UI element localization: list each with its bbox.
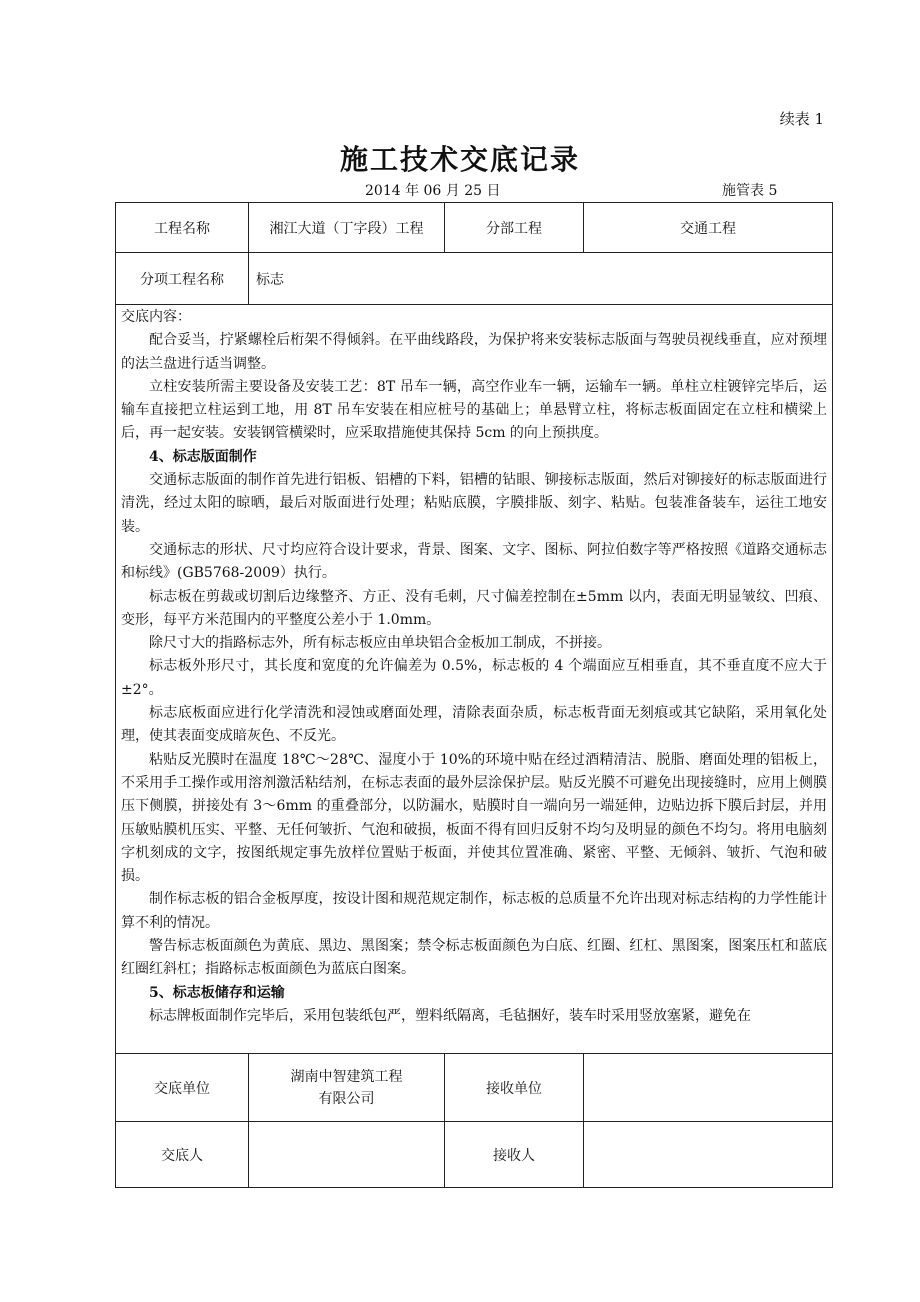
receiver-value[interactable] [584, 1122, 832, 1187]
disclosing-unit-label: 交底单位 [154, 1080, 210, 1097]
discloser-label: 交底人 [161, 1147, 203, 1164]
content-paragraph: 标志牌板面制作完毕后，采用包装纸包严，塑料纸隔离，毛毡捆好，装车时采用竖放塞紧，避免在 [149, 1007, 751, 1024]
content-paragraph: 粘贴反光膜时在温度 18℃～28℃、湿度小于 10%的环境中贴在经过酒精清洁、脱脂、磨面处理的铝板上，不采用手工操作或用溶剂激活粘结剂，在标志表面的最外层涂保护层。贴反光膜不可避免出现接缝时，应用上侧膜压下侧膜，拼接处有 3～6mm 的重叠部分，以防漏水，贴膜时自一端向另一端延伸，边贴边拆下膜后封层，并用压敏贴膜机压实、平整、无任何皱折、气泡和破损，板面不得有回归反射不均匀及明显的颜色不均匀。将用电脑刻字机刻成的文字，按图纸规定事先放样位置贴于板面，并使其位置准确、紧密、平整、无倾斜、皱折、气泡和破损。 [121, 751, 827, 885]
subitem-label: 分项工程名称 [140, 271, 224, 288]
content-paragraph: 配合妥当，拧紧螺栓后桁架不得倾斜。在平曲线路段，为保护将来安装标志版面与驾驶员视线垂直，应对预埋的法兰盘进行适当调整。 [121, 332, 827, 372]
record-date: 2014 年 06 月 25 日 [365, 183, 501, 199]
content-paragraph: 标志底板面应进行化学清洗和浸蚀或磨面处理，清除表面杂质，标志板背面无刻痕或其它缺陷，采用氧化处理，使其表面变成暗灰色、不反光。 [121, 705, 827, 745]
disclosing-unit-value [249, 1054, 444, 1121]
row-divider [115, 304, 833, 305]
page-title: 施工技术交底记录 [339, 143, 580, 176]
content-paragraph: 交通标志版面的制作首先进行铝板、铝槽的下料，铝槽的钻眼、铆接标志版面，然后对铆接好的标志版面进行清洗，经过太阳的晾晒，最后对版面进行处理；粘贴底膜，字膜排版、刻字、粘贴。包装准备装车，运往工地安装。 [121, 472, 827, 535]
content-paragraph: 制作标志板的铝合金板厚度，按设计图和规范规定制作，标志板的总质量不允许出现对标志结构的力学性能计算不利的情况。 [121, 891, 827, 931]
disclosure-content [121, 306, 827, 1051]
project-name-label: 工程名称 [154, 220, 210, 237]
discloser-value[interactable] [249, 1122, 444, 1187]
content-paragraph: 除尺寸大的指路标志外，所有标志板应由单块铝合金板加工制成，不拼接。 [149, 635, 611, 652]
division-value: 交通工程 [680, 220, 736, 237]
section-heading: 5、标志板储存和运输 [149, 984, 285, 1001]
subitem-value: 标志 [256, 271, 284, 288]
content-paragraph: 标志板在剪裁或切割后边缘整齐、方正、没有毛刺，尺寸偏差控制在±5mm 以内，表面无明显皱纹、凹痕、变形，每平方米范围内的平整度公差小于 1.0mm。 [121, 588, 827, 628]
content-paragraph: 立柱安装所需主要设备及安装工艺：8T 吊车一辆，高空作业车一辆，运输车一辆。单柱立柱镀锌完毕后，运输车直接把立柱运到工地，用 8T 吊车安装在相应桩号的基础上；单悬臂立柱，将标志板面固定在立柱和横梁上后，再一起安装。安装钢管横梁时，应采取措施使其保持 5cm 的向上预拱度。 [121, 378, 827, 442]
content-paragraph: 标志板外形尺寸，其长度和宽度的允许偏差为 0.5%，标志板的 4 个端面应互相垂直，其不垂直度不应大于±2°。 [121, 658, 827, 698]
section-heading: 4、标志版面制作 [149, 448, 257, 465]
continuation-label: 续表 1 [779, 110, 824, 128]
receiver-label: 接收人 [493, 1147, 535, 1164]
form-number: 施管表 5 [722, 183, 778, 199]
disclosing-unit-line: 湖南中智建筑工程 [290, 1068, 403, 1085]
project-name-value: 湘江大道（丁字段）工程 [269, 220, 424, 237]
division-label: 分部工程 [486, 220, 542, 237]
content-paragraph: 交通标志的形状、尺寸均应符合设计要求，背景、图案、文字、图标、阿拉伯数字等严格按照《道路交通标志和标线》(GB5768-2009）执行。 [121, 541, 827, 582]
content-paragraph: 警告标志板面颜色为黄底、黑边、黑图案；禁令标志板面颜色为白底、红圈、红杠、黑图案，图案压杠和蓝底红圈红斜杠；指路标志板面颜色为蓝底白图案。 [121, 938, 827, 978]
disclosing-unit-line: 有限公司 [318, 1090, 375, 1107]
receiving-unit-value[interactable] [584, 1054, 832, 1121]
content-heading: 交底内容： [121, 309, 191, 325]
receiving-unit-label: 接收单位 [486, 1080, 542, 1097]
